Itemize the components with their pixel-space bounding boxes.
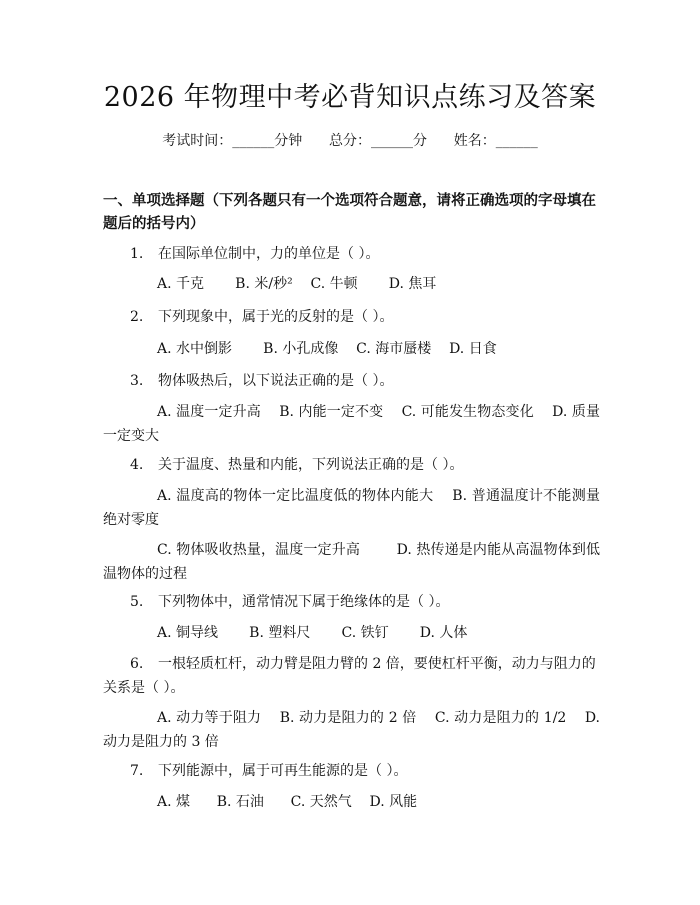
question-number: 3.: [130, 373, 144, 389]
question-1-options: A. 千克 B. 米/秒² C. 牛顿 D. 焦耳: [157, 276, 437, 292]
question-3-options: A. 温度一定升高 B. 内能一定不变 C. 可能发生物态变化 D. 质量一定变大: [103, 404, 600, 444]
question-number: 7.: [130, 763, 144, 779]
question-text: 下列现象中，属于光的反射的是（ ）。: [158, 309, 394, 325]
question-number: 6.: [130, 656, 144, 672]
question-number: 5.: [130, 594, 144, 610]
question-text: 下列物体中，通常情况下属于绝缘体的是（ ）。: [158, 594, 450, 610]
question-number: 2.: [130, 309, 144, 325]
question-5-options: A. 铜导线 B. 塑料尺 C. 铁钉 D. 人体: [157, 625, 468, 641]
question-text: 物体吸热后，以下说法正确的是（ ）。: [158, 373, 394, 389]
question-text: 一根轻质杠杆，动力臂是阻力臂的 2 倍，要使杠杆平衡，动力与阻力的关系是（ ）。: [103, 656, 596, 696]
section-heading: 一、单项选择题（下列各题只有一个选项符合题意，请将正确选项的字母填在题后的括号内）: [103, 193, 596, 232]
question-7-options: A. 煤 B. 石油 C. 天然气 D. 风能: [157, 794, 418, 810]
question-2-options: A. 水中倒影 B. 小孔成像 C. 海市蜃楼 D. 日食: [157, 341, 497, 357]
question-6-options: A. 动力等于阻力 B. 动力是阻力的 2 倍 C. 动力是阻力的 1/2 D. 动力是阻力的 3 倍: [103, 710, 605, 750]
question-number: 1.: [130, 246, 144, 262]
question-number: 4.: [130, 457, 144, 473]
exam-info-line: 考试时间：______分钟 总分：______分 姓名：______: [162, 133, 538, 149]
question-text: 下列能源中，属于可再生能源的是（ ）。: [158, 763, 408, 779]
question-text: 关于温度、热量和内能，下列说法正确的是（ ）。: [158, 457, 464, 473]
question-4-options-cd: C. 物体吸收热量，温度一定升高 D. 热传递是内能从高温物体到低温物体的过程: [103, 542, 600, 582]
question-4-options-ab: A. 温度高的物体一定比温度低的物体内能大 B. 普通温度计不能测量绝对零度: [103, 488, 600, 528]
question-6: [103, 652, 600, 700]
page-title: 2026 年物理中考必背知识点练习及答案: [103, 82, 597, 113]
question-text: 在国际单位制中，力的单位是（ ）。: [158, 246, 380, 262]
